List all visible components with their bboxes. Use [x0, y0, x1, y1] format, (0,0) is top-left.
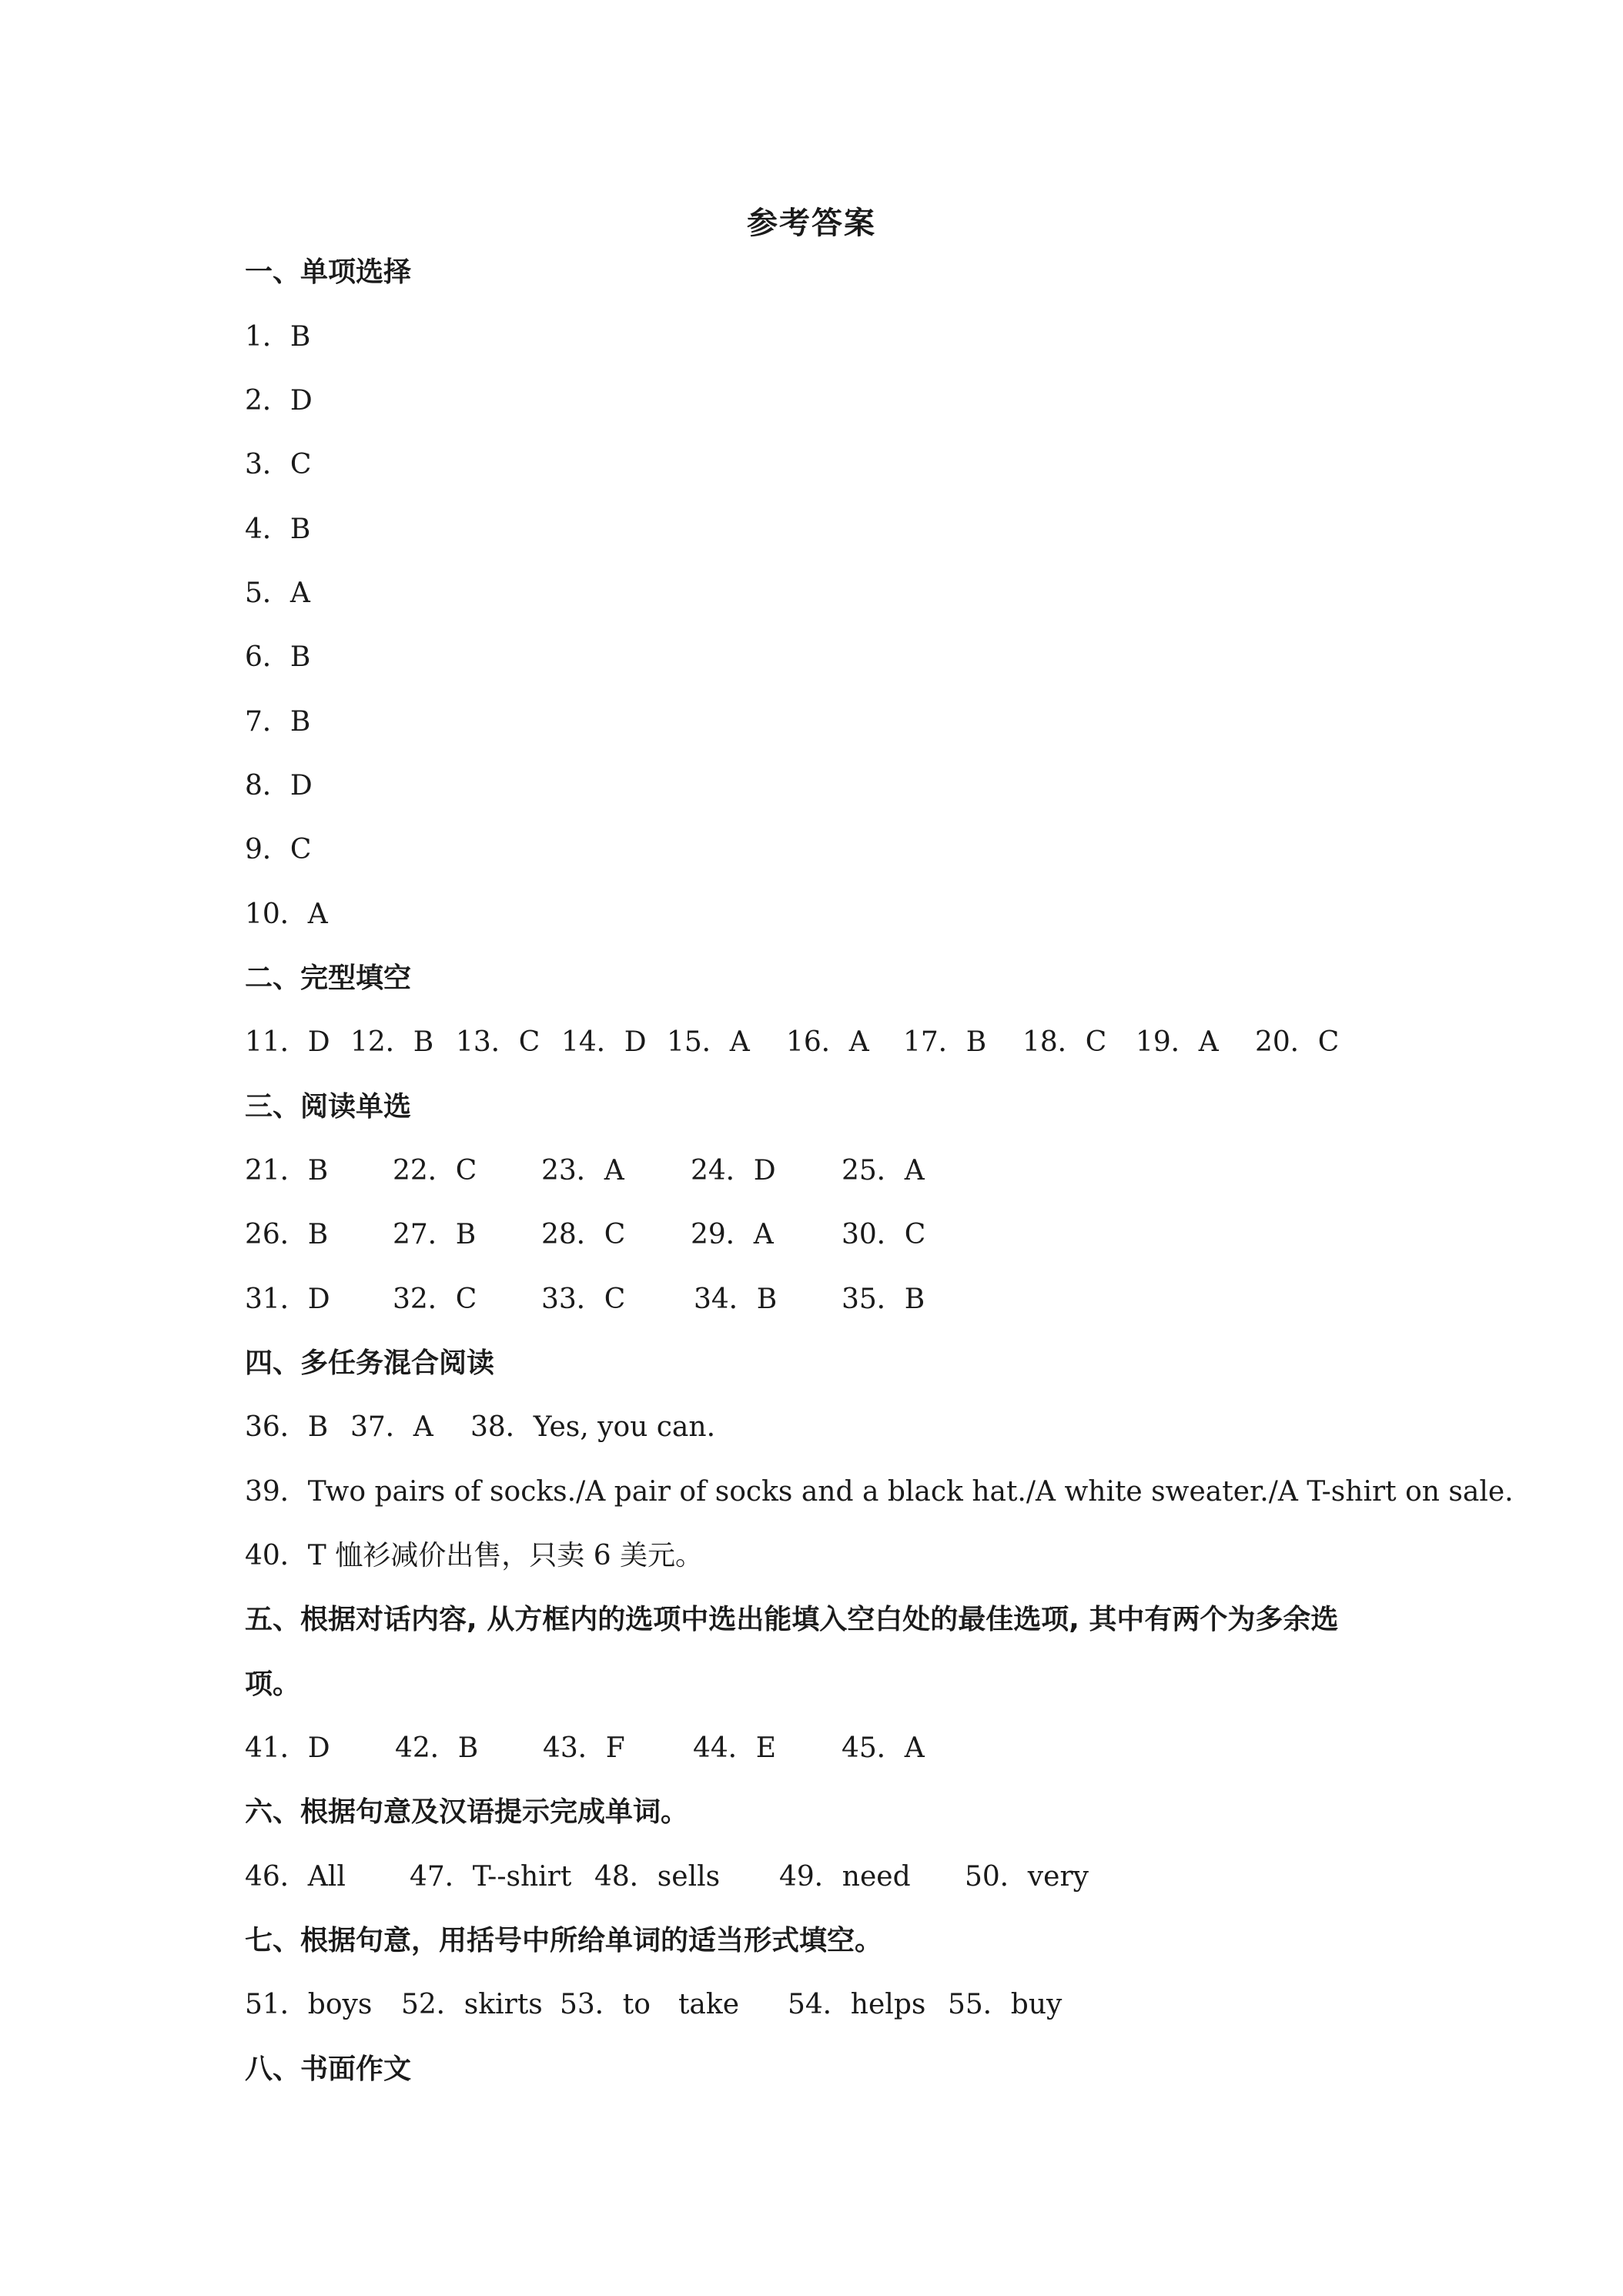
- answer-28: 28．C: [541, 1219, 626, 1250]
- answer-33: 33．C: [541, 1284, 626, 1315]
- section-3-row-3: [245, 1281, 925, 1318]
- answer-12: 12．B: [350, 1026, 434, 1058]
- answer-2: 2．D: [245, 385, 313, 417]
- answer-17: 17．B: [903, 1026, 987, 1058]
- answer-24: 24．D: [691, 1155, 776, 1186]
- answer-32: 32．C: [393, 1284, 477, 1315]
- answer-47: 47．T--shirt: [410, 1861, 572, 1893]
- answer-29: 29．A: [691, 1219, 774, 1250]
- answer-50: 50．very: [965, 1861, 1089, 1893]
- section-4-heading: 四、多任务混合阅读: [245, 1347, 495, 1379]
- section-2-heading: 二、完型填空: [245, 962, 412, 994]
- answer-54: 54．helps: [788, 1989, 926, 2020]
- answer-5: 5．A: [245, 577, 310, 609]
- answer-19: 19．A: [1136, 1026, 1219, 1058]
- answer-53: 53．to take: [560, 1989, 739, 2020]
- answer-44: 44．E: [693, 1732, 777, 1764]
- answer-45: 45．A: [842, 1732, 925, 1764]
- answer-10: 10．A: [245, 899, 328, 930]
- answer-41: 41．D: [245, 1732, 330, 1764]
- answer-46: 46．All: [245, 1861, 346, 1893]
- answer-6: 6．B: [245, 641, 311, 673]
- section-6-heading: 六、根据句意及汉语提示完成单词。: [245, 1796, 689, 1828]
- answer-14: 14．D: [561, 1026, 647, 1058]
- answer-23: 23．A: [541, 1155, 624, 1186]
- section-3-row-1: [245, 1153, 925, 1190]
- answer-31: 31．D: [245, 1284, 330, 1315]
- answer-7: 7．B: [245, 706, 311, 738]
- answer-1: 1．B: [245, 321, 311, 353]
- answer-48: 48．sells: [594, 1861, 721, 1893]
- answer-11: 11．D: [245, 1026, 330, 1058]
- section-1-heading: 一、单项选择: [245, 256, 412, 288]
- section-5-heading-line-2: 项。: [245, 1668, 301, 1700]
- answer-3: 3．C: [245, 449, 312, 480]
- section-2-answers: [245, 1024, 1339, 1061]
- answer-36: 36．B: [245, 1411, 329, 1443]
- answer-35: 35．B: [842, 1284, 925, 1315]
- answer-8: 8．D: [245, 770, 313, 802]
- answer-30: 30．C: [842, 1219, 926, 1250]
- answer-43: 43．F: [543, 1732, 625, 1764]
- answer-51: 51．boys: [245, 1989, 373, 2020]
- section-5-heading-line-1: 五、根据对话内容, 从方框内的选项中选出能填入空白处的最佳选项, 其中有两个为多余选: [245, 1604, 1339, 1635]
- answer-55: 55．buy: [948, 1989, 1062, 2020]
- answer-27: 27．B: [393, 1219, 477, 1250]
- answer-16: 16．A: [786, 1026, 869, 1058]
- answer-22: 22．C: [393, 1155, 477, 1186]
- page-title: 参考答案: [747, 206, 876, 241]
- answer-52: 52．skirts: [401, 1989, 543, 2020]
- section-5-answers: [245, 1730, 925, 1767]
- section-4-row-1: [245, 1409, 715, 1446]
- answer-18: 18．C: [1022, 1026, 1107, 1058]
- answer-25: 25．A: [842, 1155, 925, 1186]
- section-3-row-2: [245, 1217, 925, 1253]
- section-6-answers: [245, 1859, 1089, 1896]
- answer-21: 21．B: [245, 1155, 329, 1186]
- answer-26: 26．B: [245, 1219, 329, 1250]
- answer-4: 4．B: [245, 514, 311, 545]
- answer-9: 9．C: [245, 834, 312, 865]
- section-7-heading: 七、根据句意，用括号中所给单词的适当形式填空。: [245, 1925, 883, 1956]
- answer-13: 13．C: [456, 1026, 540, 1058]
- answer-42: 42．B: [395, 1732, 479, 1764]
- section-7-answers: [245, 1986, 1062, 2023]
- answer-37: 37．A: [350, 1411, 433, 1443]
- answer-34: 34．B: [694, 1284, 778, 1315]
- answer-49: 49．need: [779, 1861, 911, 1893]
- answer-39: 39．Two pairs of socks./A pair of socks and a black hat./A white sweater./A T-shirt on sale.: [245, 1476, 1514, 1508]
- section-3-heading: 三、阅读单选: [245, 1091, 412, 1123]
- answer-20: 20．C: [1255, 1026, 1340, 1058]
- answer-15: 15．A: [667, 1026, 750, 1058]
- section-8-heading: 八、书面作文: [245, 2053, 412, 2085]
- answer-40: 40．T 恤衫减价出售，只卖 6 美元。: [245, 1540, 704, 1571]
- answer-38: 38．Yes, you can.: [470, 1411, 716, 1443]
